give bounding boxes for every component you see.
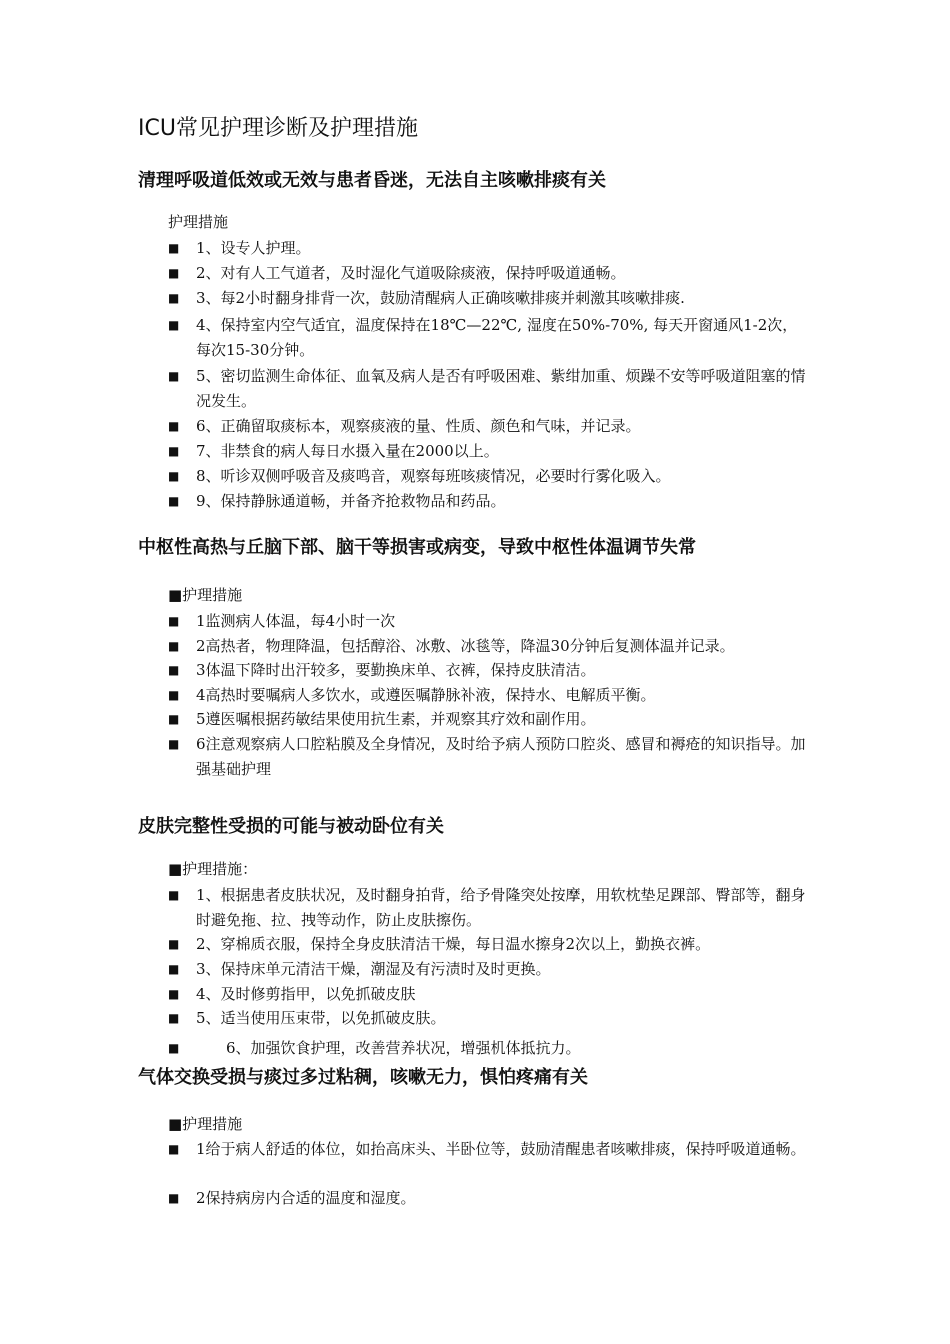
list-item-text: 1、根据患者皮肤状况，及时翻身拍背，给予骨隆突处按摩，用软枕垫足踝部、臀部等，翻身时避免拖、拉、拽等动作，防止皮肤擦伤。 bbox=[196, 886, 806, 929]
bullet-icon: ■ bbox=[168, 266, 180, 280]
list-item bbox=[168, 261, 808, 286]
bullet-icon: ■ bbox=[168, 937, 180, 951]
list-item-text: 4高热时要嘱病人多饮水，或遵医嘱静脉补液，保持水、电解质平衡。 bbox=[196, 686, 656, 704]
section-heading: 清理呼吸道低效或无效与患者昏迷，无法自主咳嗽排痰有关 bbox=[138, 170, 606, 191]
section-heading: 皮肤完整性受损的可能与被动卧位有关 bbox=[138, 816, 444, 837]
bullet-icon: ■ bbox=[168, 688, 180, 702]
bullet-icon: ■ bbox=[168, 712, 180, 726]
list-item-text: 3、保持床单元清洁干燥，潮湿及有污渍时及时更换。 bbox=[196, 960, 551, 978]
section-label: ■护理措施 bbox=[168, 1115, 243, 1133]
list-item-text: 1、设专人护理。 bbox=[196, 239, 311, 257]
bullet-icon: ■ bbox=[168, 444, 180, 458]
bullet-icon: ■ bbox=[168, 1142, 180, 1156]
list-item bbox=[168, 609, 808, 634]
list-item-text: 2、对有人工气道者，及时湿化气道吸除痰液，保持呼吸道通畅。 bbox=[196, 264, 626, 282]
bullet-icon: ■ bbox=[168, 469, 180, 483]
list-item bbox=[168, 1186, 808, 1211]
list-item-text: 2高热者，物理降温，包括醇浴、冰敷、冰毯等，降温30分钟后复测体温并记录。 bbox=[196, 637, 735, 655]
list-item-text: 4、保持室内空气适宜，温度保持在18℃—22℃, 湿度在50%-70%, 每天开窗通风1-2次，每次15-30分钟。 bbox=[196, 316, 798, 359]
bullet-icon: ■ bbox=[168, 614, 180, 628]
list-item bbox=[168, 236, 808, 261]
list-item bbox=[168, 1137, 808, 1162]
list-item-text: 6、加强饮食护理，改善营养状况，增强机体抵抗力。 bbox=[226, 1039, 581, 1057]
bullet-icon: ■ bbox=[168, 494, 180, 508]
list-item-text: 7、非禁食的病人每日水摄入量在2000以上。 bbox=[196, 442, 499, 460]
list-item bbox=[168, 658, 808, 683]
section-label: ■护理措施 bbox=[168, 586, 243, 604]
bullet-icon: ■ bbox=[168, 888, 180, 902]
bullet-icon: ■ bbox=[168, 663, 180, 677]
list-item bbox=[168, 982, 808, 1007]
bullet-icon: ■ bbox=[168, 1191, 180, 1205]
list-item bbox=[168, 957, 808, 982]
bullet-icon: ■ bbox=[168, 1041, 180, 1055]
list-item bbox=[168, 489, 808, 514]
list-item-text: 5、密切监测生命体征、血氧及病人是否有呼吸困难、紫绀加重、烦躁不安等呼吸道阻塞的情况发生。 bbox=[196, 367, 806, 410]
list-item-text: 4、及时修剪指甲，以免抓破皮肤 bbox=[196, 985, 416, 1003]
list-item bbox=[168, 683, 808, 708]
list-item-text: 9、保持静脉通道畅，并备齐抢救物品和药品。 bbox=[196, 492, 506, 510]
list-item-text: 8、听诊双侧呼吸音及痰鸣音，观察每班咳痰情况，必要时行雾化吸入。 bbox=[196, 467, 671, 485]
list-item bbox=[168, 286, 808, 311]
bullet-icon: ■ bbox=[168, 639, 180, 653]
list-item bbox=[168, 1036, 808, 1061]
bullet-icon: ■ bbox=[168, 369, 180, 383]
list-item bbox=[168, 364, 808, 413]
list-item bbox=[168, 313, 808, 362]
list-item-text: 2、穿棉质衣服，保持全身皮肤清洁干燥，每日温水擦身2次以上，勤换衣裤。 bbox=[196, 935, 711, 953]
bullet-icon: ■ bbox=[168, 962, 180, 976]
bullet-icon: ■ bbox=[168, 737, 180, 751]
list-item-text: 3体温下降时出汗较多，要勤换床单、衣裤，保持皮肤清洁。 bbox=[196, 661, 596, 679]
list-item bbox=[168, 414, 808, 439]
list-item-text: 1给于病人舒适的体位，如抬高床头、半卧位等，鼓励清醒患者咳嗽排痰，保持呼吸道通畅。 bbox=[196, 1140, 806, 1158]
list-item-text: 6注意观察病人口腔粘膜及全身情况，及时给予病人预防口腔炎、感冒和褥疮的知识指导。加强基础护理 bbox=[196, 735, 806, 778]
list-item bbox=[168, 439, 808, 464]
list-item bbox=[168, 883, 808, 932]
list-item-text: 1监测病人体温，每4小时一次 bbox=[196, 612, 396, 630]
list-item-text: 6、正确留取痰标本，观察痰液的量、性质、颜色和气味，并记录。 bbox=[196, 417, 641, 435]
section-label: ■护理措施： bbox=[168, 860, 258, 878]
bullet-icon: ■ bbox=[168, 241, 180, 255]
bullet-icon: ■ bbox=[168, 291, 180, 305]
list-item-text: 3、每2小时翻身排背一次，鼓励清醒病人正确咳嗽排痰并刺激其咳嗽排痰. bbox=[196, 289, 685, 307]
section-heading: 中枢性高热与丘脑下部、脑干等损害或病变，导致中枢性体温调节失常 bbox=[138, 537, 696, 558]
list-item bbox=[168, 732, 808, 781]
list-item bbox=[168, 932, 808, 957]
list-item-text: 2保持病房内合适的温度和湿度。 bbox=[196, 1189, 416, 1207]
list-item bbox=[168, 464, 808, 489]
document-title: ICU常见护理诊断及护理措施 bbox=[138, 116, 418, 141]
list-item-text: 5、适当使用压束带，以免抓破皮肤。 bbox=[196, 1009, 446, 1027]
list-item-text: 5遵医嘱根据药敏结果使用抗生素，并观察其疗效和副作用。 bbox=[196, 710, 596, 728]
bullet-icon: ■ bbox=[168, 1011, 180, 1025]
bullet-icon: ■ bbox=[168, 987, 180, 1001]
list-item bbox=[168, 1006, 808, 1031]
section-label: 护理措施 bbox=[168, 213, 229, 231]
section-heading: 气体交换受损与痰过多过粘稠，咳嗽无力，惧怕疼痛有关 bbox=[138, 1067, 588, 1088]
bullet-icon: ■ bbox=[168, 419, 180, 433]
bullet-icon: ■ bbox=[168, 318, 180, 332]
list-item bbox=[168, 634, 808, 659]
list-item bbox=[168, 707, 808, 732]
